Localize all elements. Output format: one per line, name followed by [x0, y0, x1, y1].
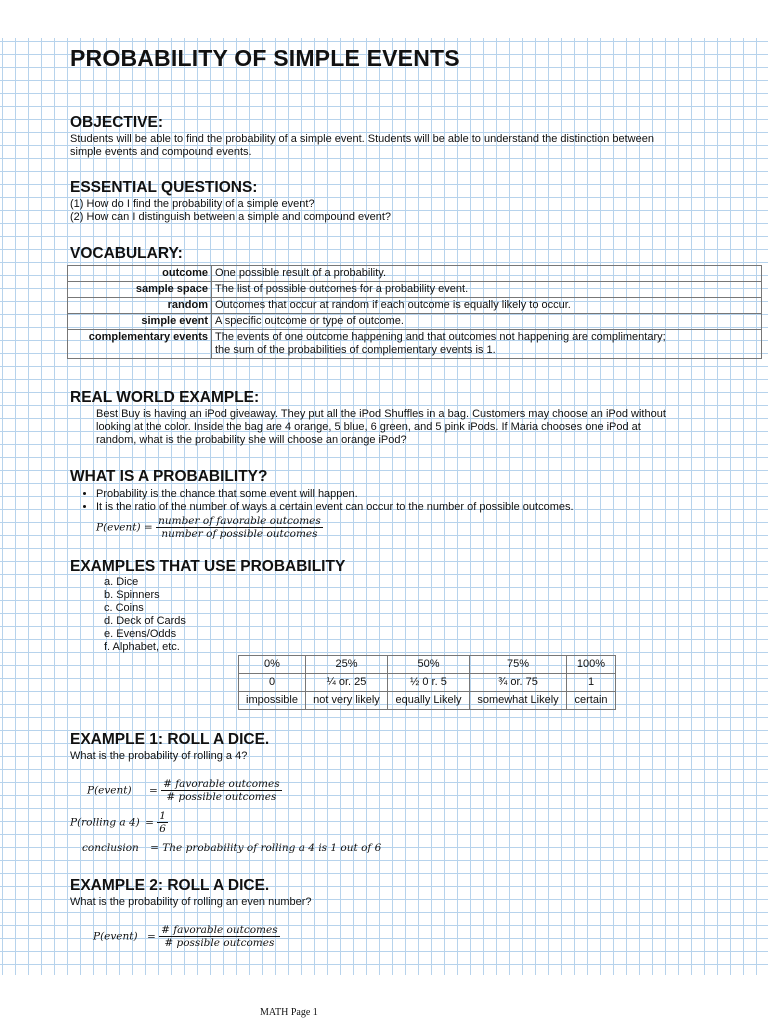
objective-heading: OBJECTIVE:	[70, 114, 164, 131]
formula-numerator: 1	[159, 810, 166, 822]
vocab-term: sample space	[68, 282, 212, 298]
scale-cell: 0	[239, 674, 306, 692]
scale-cell: 100%	[567, 656, 616, 674]
scale-cell: not very likely	[306, 692, 388, 710]
vocab-definition	[212, 330, 762, 359]
scale-row-words	[239, 692, 616, 710]
formula-fraction	[157, 810, 168, 835]
formula-fraction	[159, 924, 280, 949]
vocab-definition: A specific outcome or type of outcome.	[212, 314, 762, 330]
formula-numerator: number of favorable outcomes	[158, 515, 321, 527]
vocab-definition: One possible result of a probability.	[212, 266, 762, 282]
objective-line: Students will be able to find the probability of a simple event. Students will be able to understand the distinction between	[70, 133, 654, 145]
real-world-heading: REAL WORLD EXAMPLE:	[70, 389, 260, 406]
vocab-row	[68, 314, 762, 330]
vocab-row	[68, 330, 762, 359]
vocab-term: simple event	[68, 314, 212, 330]
essential-questions-list	[70, 198, 391, 224]
example-item: f. Alphabet, etc.	[104, 641, 180, 653]
example-item: e. Evens/Odds	[104, 628, 177, 640]
bullet-item: • It is the ratio of the number of ways a certain event can occur to the number of possible outcomes.	[96, 501, 762, 514]
objective-line: simple events and compound events.	[70, 146, 252, 158]
scale-cell: 1	[567, 674, 616, 692]
equals-sign: =	[146, 930, 156, 943]
formula-denominator: 6	[159, 823, 166, 835]
scale-cell: ½ 0 r. 5	[388, 674, 470, 692]
vocab-definition: The list of possible outcomes for a probability event.	[212, 282, 762, 298]
conclusion-label: conclusion	[82, 842, 139, 854]
example1-substitution-line	[70, 810, 168, 835]
probability-formula	[96, 515, 323, 540]
formula-lhs: P(event)	[93, 930, 138, 943]
formula-fraction	[161, 778, 282, 803]
real-world-line: Best Buy is having an iPod giveaway. They put all the iPod Shuffles in a bag. Customers may choose an iPod without	[96, 408, 666, 420]
example-item: c. Coins	[104, 602, 144, 614]
vocabulary-table	[67, 265, 762, 359]
vocab-definition-line: the sum of the probabilities of complementary events is 1.	[215, 344, 496, 356]
scale-cell: impossible	[239, 692, 306, 710]
example2-heading: EXAMPLE 2: ROLL A DICE.	[70, 877, 270, 894]
probability-bullets	[82, 488, 762, 514]
vocab-term: outcome	[68, 266, 212, 282]
scale-cell: 75%	[470, 656, 567, 674]
scale-row-fraction	[239, 674, 616, 692]
example1-formula-line	[87, 778, 282, 803]
what-is-probability-heading: WHAT IS A PROBABILITY?	[70, 468, 268, 485]
formula-denominator: # possible outcomes	[164, 937, 275, 949]
examples-heading: EXAMPLES THAT USE PROBABILITY	[70, 558, 346, 575]
page-footer: MATH Page 1	[260, 1007, 318, 1018]
objective-text	[70, 133, 760, 159]
probability-scale-table	[238, 655, 616, 710]
equals-sign: =	[145, 816, 154, 829]
conclusion-text: = The probability of rolling a 4 is 1 out of 6	[150, 842, 382, 854]
scale-cell: certain	[567, 692, 616, 710]
formula-lhs: P(event)	[87, 784, 132, 797]
example-item: a. Dice	[104, 576, 139, 588]
scale-cell: ¾ or. 75	[470, 674, 567, 692]
scale-cell: equally Likely	[388, 692, 470, 710]
vocab-definition-line: The events of one outcome happening and that outcomes not happening are complimentary;	[215, 331, 666, 343]
scale-cell: 50%	[388, 656, 470, 674]
essential-questions-heading: ESSENTIAL QUESTIONS:	[70, 179, 258, 196]
examples-list	[104, 576, 186, 654]
page-title: PROBABILITY OF SIMPLE EVENTS	[70, 45, 460, 71]
scale-cell: 25%	[306, 656, 388, 674]
vocabulary-heading: VOCABULARY:	[70, 245, 183, 262]
bullet-list	[82, 488, 762, 514]
example-item: b. Spinners	[104, 589, 160, 601]
example1-question: What is the probability of rolling a 4?	[70, 750, 248, 762]
formula-numerator: # favorable outcomes	[163, 778, 280, 790]
example-item: d. Deck of Cards	[104, 615, 186, 627]
formula-fraction	[156, 515, 323, 540]
equals-sign: =	[148, 784, 158, 797]
formula-lhs: P(event) =	[96, 521, 153, 534]
vocab-term: random	[68, 298, 212, 314]
scale-cell: somewhat Likely	[470, 692, 567, 710]
vocab-row	[68, 282, 762, 298]
bullet-item: • Probability is the chance that some event will happen.	[96, 488, 762, 501]
formula-lhs: P(rolling a 4)	[70, 816, 140, 829]
formula-denominator: # possible outcomes	[166, 791, 277, 803]
question-item: (1) How do I find the probability of a simple event?	[70, 198, 315, 210]
scale-cell: ¼ or. 25	[306, 674, 388, 692]
real-world-text	[96, 408, 761, 447]
example1-conclusion-line	[82, 842, 381, 854]
vocab-term: complementary events	[68, 330, 212, 359]
example1-heading: EXAMPLE 1: ROLL A DICE.	[70, 731, 270, 748]
example2-question: What is the probability of rolling an even number?	[70, 896, 312, 908]
scale-cell: 0%	[239, 656, 306, 674]
scale-row-percent	[239, 656, 616, 674]
vocab-row	[68, 298, 762, 314]
formula-numerator: # favorable outcomes	[161, 924, 278, 936]
real-world-line: looking at the color. Inside the bag are 4 orange, 5 blue, 6 green, and 5 pink iPods. If Maria chooses one iPod at	[96, 421, 641, 433]
formula-denominator: number of possible outcomes	[161, 528, 318, 540]
question-item: (2) How can I distinguish between a simple and compound event?	[70, 211, 392, 223]
vocab-definition: Outcomes that occur at random if each outcome is equally likely to occur.	[212, 298, 762, 314]
example2-formula-line	[93, 924, 280, 949]
real-world-line: random, what is the probability she will choose an orange iPod?	[96, 434, 407, 446]
vocab-row	[68, 266, 762, 282]
